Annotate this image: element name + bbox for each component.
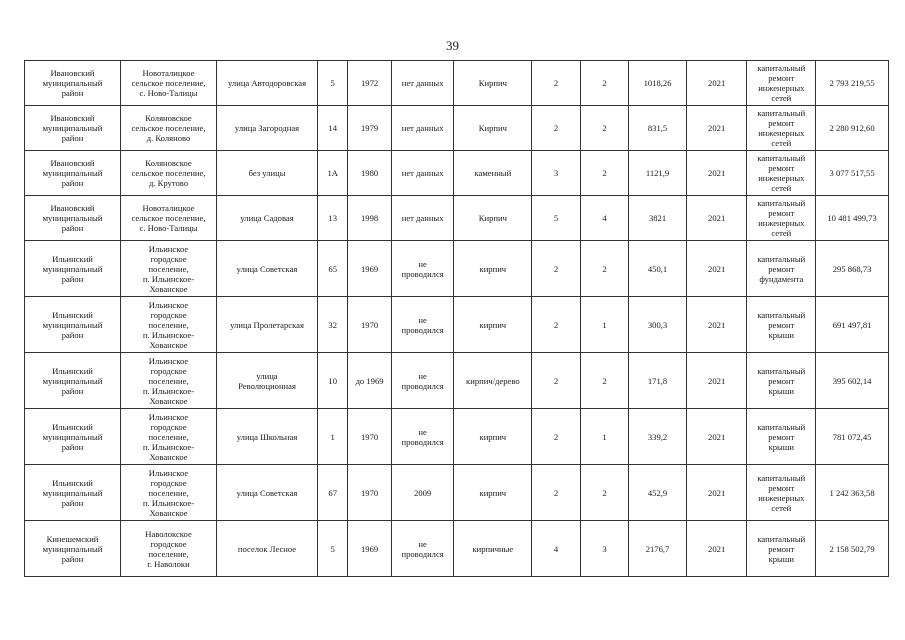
district-cell: Ильинский муниципальный район xyxy=(25,353,121,409)
table-row xyxy=(25,409,889,465)
cost-cell: 2 158 502,79 xyxy=(816,521,889,577)
street-cell: улица Автодоровская xyxy=(217,61,318,106)
wall-material-cell: кирпичные xyxy=(454,521,532,577)
house-number-cell: 1 xyxy=(318,409,348,465)
house-number-cell: 5 xyxy=(318,521,348,577)
work-type-cell: капитальный ремонт инженерных сетей xyxy=(747,465,816,521)
area-cell: 2176,7 xyxy=(629,521,687,577)
area-cell: 1121,9 xyxy=(629,151,687,196)
house-number-cell: 5 xyxy=(318,61,348,106)
district-cell: Ивановский муниципальный район xyxy=(25,61,121,106)
floors-cell: 2 xyxy=(532,353,581,409)
settlement-cell: Ильинское городское поселение, п. Ильинское- Хованское xyxy=(121,353,217,409)
plan-year-cell: 2021 xyxy=(686,196,747,241)
page-number: 39 xyxy=(446,38,459,53)
year-built-cell: 1970 xyxy=(348,465,391,521)
cost-cell: 781 072,45 xyxy=(816,409,889,465)
floors-cell: 2 xyxy=(532,297,581,353)
wall-material-cell: Кирпич xyxy=(454,106,532,151)
house-number-cell: 14 xyxy=(318,106,348,151)
table-row xyxy=(25,353,889,409)
floors-cell: 3 xyxy=(532,151,581,196)
year-built-cell: 1970 xyxy=(348,297,391,353)
work-type-cell: капитальный ремонт крыши xyxy=(747,353,816,409)
district-cell: Ильинский муниципальный район xyxy=(25,297,121,353)
floors-cell: 2 xyxy=(532,106,581,151)
entrances-cell: 4 xyxy=(580,196,629,241)
entrances-cell: 2 xyxy=(580,465,629,521)
floors-cell: 4 xyxy=(532,521,581,577)
street-cell: улица Революционная xyxy=(217,353,318,409)
area-cell: 452,9 xyxy=(629,465,687,521)
work-type-cell: капитальный ремонт крыши xyxy=(747,409,816,465)
area-cell: 3821 xyxy=(629,196,687,241)
wall-material-cell: кирпич xyxy=(454,409,532,465)
floors-cell: 2 xyxy=(532,465,581,521)
last-repair-cell: 2009 xyxy=(391,465,454,521)
cost-cell: 2 280 912,60 xyxy=(816,106,889,151)
work-type-cell: капитальный ремонт фундамента xyxy=(747,241,816,297)
house-number-cell: 10 xyxy=(318,353,348,409)
table-body xyxy=(25,61,889,577)
street-cell: улица Советская xyxy=(217,241,318,297)
table-row xyxy=(25,241,889,297)
plan-year-cell: 2021 xyxy=(686,297,747,353)
wall-material-cell: Кирпич xyxy=(454,61,532,106)
plan-year-cell: 2021 xyxy=(686,61,747,106)
house-number-cell: 1А xyxy=(318,151,348,196)
year-built-cell: 1979 xyxy=(348,106,391,151)
area-cell: 171,8 xyxy=(629,353,687,409)
plan-year-cell: 2021 xyxy=(686,465,747,521)
cost-cell: 2 793 219,55 xyxy=(816,61,889,106)
floors-cell: 2 xyxy=(532,409,581,465)
year-built-cell: 1980 xyxy=(348,151,391,196)
last-repair-cell: не проводился xyxy=(391,521,454,577)
table-row xyxy=(25,151,889,196)
work-type-cell: капитальный ремонт инженерных сетей xyxy=(747,196,816,241)
floors-cell: 2 xyxy=(532,61,581,106)
wall-material-cell: каменный xyxy=(454,151,532,196)
settlement-cell: Ильинское городское поселение, п. Ильинское- Хованское xyxy=(121,465,217,521)
floors-cell: 5 xyxy=(532,196,581,241)
work-type-cell: капитальный ремонт инженерных сетей xyxy=(747,151,816,196)
year-built-cell: 1998 xyxy=(348,196,391,241)
house-number-cell: 65 xyxy=(318,241,348,297)
settlement-cell: Новоталицкое сельское поселение, с. Ново-Талицы xyxy=(121,196,217,241)
entrances-cell: 3 xyxy=(580,521,629,577)
last-repair-cell: нет данных xyxy=(391,151,454,196)
last-repair-cell: не проводился xyxy=(391,353,454,409)
table-row xyxy=(25,297,889,353)
wall-material-cell: кирпич/дерево xyxy=(454,353,532,409)
entrances-cell: 1 xyxy=(580,297,629,353)
wall-material-cell: кирпич xyxy=(454,465,532,521)
cost-cell: 10 481 499,73 xyxy=(816,196,889,241)
street-cell: поселок Лесное xyxy=(217,521,318,577)
work-type-cell: капитальный ремонт крыши xyxy=(747,521,816,577)
district-cell: Кинешемский муниципальный район xyxy=(25,521,121,577)
house-number-cell: 13 xyxy=(318,196,348,241)
district-cell: Ильинский муниципальный район xyxy=(25,409,121,465)
last-repair-cell: не проводился xyxy=(391,409,454,465)
wall-material-cell: кирпич xyxy=(454,241,532,297)
district-cell: Ивановский муниципальный район xyxy=(25,196,121,241)
cost-cell: 3 077 517,55 xyxy=(816,151,889,196)
entrances-cell: 2 xyxy=(580,61,629,106)
floors-cell: 2 xyxy=(532,241,581,297)
plan-year-cell: 2021 xyxy=(686,241,747,297)
plan-year-cell: 2021 xyxy=(686,353,747,409)
entrances-cell: 2 xyxy=(580,151,629,196)
entrances-cell: 2 xyxy=(580,241,629,297)
last-repair-cell: не проводился xyxy=(391,241,454,297)
district-cell: Ильинский муниципальный район xyxy=(25,465,121,521)
street-cell: улица Пролетарская xyxy=(217,297,318,353)
district-cell: Ивановский муниципальный район xyxy=(25,151,121,196)
year-built-cell: 1970 xyxy=(348,409,391,465)
street-cell: улица Садовая xyxy=(217,196,318,241)
table-row xyxy=(25,61,889,106)
cost-cell: 295 868,73 xyxy=(816,241,889,297)
area-cell: 831,5 xyxy=(629,106,687,151)
table-row xyxy=(25,465,889,521)
street-cell: улица Загородная xyxy=(217,106,318,151)
year-built-cell: до 1969 xyxy=(348,353,391,409)
settlement-cell: Ильинское городское поселение, п. Ильинское- Хованское xyxy=(121,297,217,353)
entrances-cell: 1 xyxy=(580,409,629,465)
year-built-cell: 1972 xyxy=(348,61,391,106)
street-cell: улица Школьная xyxy=(217,409,318,465)
table-row xyxy=(25,106,889,151)
settlement-cell: Ильинское городское поселение, п. Ильинское- Хованское xyxy=(121,241,217,297)
housing-registry-table xyxy=(24,60,889,577)
plan-year-cell: 2021 xyxy=(686,521,747,577)
last-repair-cell: нет данных xyxy=(391,61,454,106)
house-number-cell: 32 xyxy=(318,297,348,353)
cost-cell: 1 242 363,58 xyxy=(816,465,889,521)
wall-material-cell: кирпич xyxy=(454,297,532,353)
work-type-cell: капитальный ремонт крыши xyxy=(747,297,816,353)
house-number-cell: 67 xyxy=(318,465,348,521)
district-cell: Ивановский муниципальный район xyxy=(25,106,121,151)
area-cell: 339,2 xyxy=(629,409,687,465)
area-cell: 300,3 xyxy=(629,297,687,353)
street-cell: улица Советская xyxy=(217,465,318,521)
last-repair-cell: не проводился xyxy=(391,297,454,353)
settlement-cell: Коляновское сельское поселение, д. Крутово xyxy=(121,151,217,196)
plan-year-cell: 2021 xyxy=(686,151,747,196)
last-repair-cell: нет данных xyxy=(391,196,454,241)
entrances-cell: 2 xyxy=(580,106,629,151)
settlement-cell: Наволокское городское поселение, г. Наволоки xyxy=(121,521,217,577)
cost-cell: 395 602,14 xyxy=(816,353,889,409)
settlement-cell: Коляновское сельское поселение, д. Коляново xyxy=(121,106,217,151)
cost-cell: 691 497,81 xyxy=(816,297,889,353)
entrances-cell: 2 xyxy=(580,353,629,409)
district-cell: Ильинский муниципальный район xyxy=(25,241,121,297)
table-row xyxy=(25,196,889,241)
plan-year-cell: 2021 xyxy=(686,106,747,151)
settlement-cell: Ильинское городское поселение, п. Ильинское- Хованское xyxy=(121,409,217,465)
settlement-cell: Новоталицкое сельское поселение, с. Ново-Талицы xyxy=(121,61,217,106)
work-type-cell: капитальный ремонт инженерных сетей xyxy=(747,61,816,106)
plan-year-cell: 2021 xyxy=(686,409,747,465)
street-cell: без улицы xyxy=(217,151,318,196)
work-type-cell: капитальный ремонт инженерных сетей xyxy=(747,106,816,151)
year-built-cell: 1969 xyxy=(348,521,391,577)
table-row xyxy=(25,521,889,577)
year-built-cell: 1969 xyxy=(348,241,391,297)
last-repair-cell: нет данных xyxy=(391,106,454,151)
area-cell: 1018,26 xyxy=(629,61,687,106)
area-cell: 450,1 xyxy=(629,241,687,297)
wall-material-cell: Кирпич xyxy=(454,196,532,241)
